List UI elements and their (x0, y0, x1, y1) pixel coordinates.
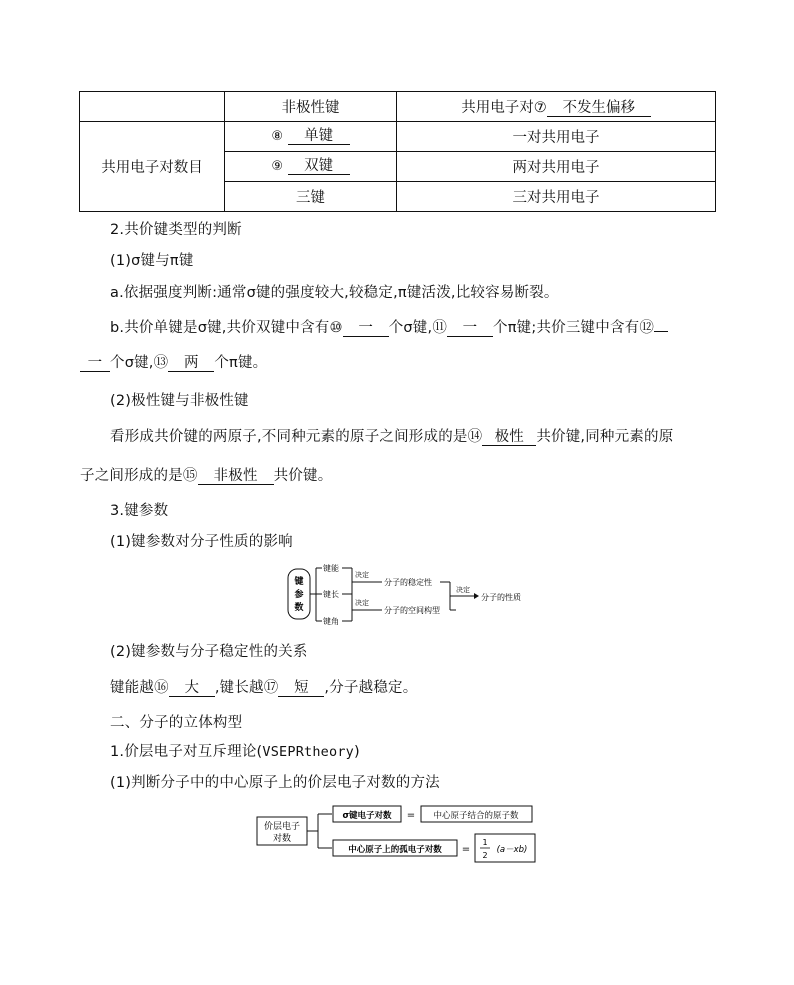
text-span: 个π键;共价三键中含有⑫ (493, 320, 655, 336)
table-cell (397, 152, 716, 182)
text-span: b.共价单键是σ键,共价双键中含有⑩ (110, 320, 343, 336)
circled-number: ⑨ (271, 159, 284, 174)
fill-blank-answer: 一 (447, 321, 493, 337)
fraction-numerator: 1 (482, 838, 488, 847)
text-span: ,分子越稳定。 (324, 680, 418, 696)
cell-text: 三键 (296, 190, 325, 206)
text-span: ) (354, 744, 360, 760)
table-row (80, 122, 716, 152)
table-cell (397, 122, 716, 152)
bonded-atoms-label: 中心原子结合的原子数 (433, 811, 519, 821)
fill-blank-answer: 大 (169, 681, 215, 697)
fraction-denominator: 2 (482, 851, 488, 860)
cell-text: 三对共用电子 (512, 190, 600, 206)
text-span: 共价键。 (273, 468, 333, 484)
text-span: VSEPRtheory (262, 744, 354, 760)
diagram-root-char: 数 (294, 603, 304, 613)
fill-blank-answer: 极性 (482, 430, 536, 446)
table-cell (225, 182, 397, 212)
diagram-spatial-shape: 分子的空间构型 (384, 606, 440, 615)
cell-text: 两对共用电子 (512, 160, 600, 176)
decide-label: 决定 (456, 586, 470, 594)
section-heading: 2.共价键类型的判断 (110, 222, 242, 238)
paragraph-line (110, 316, 668, 337)
diagram-item-bond-length: 键长 (323, 590, 339, 599)
fill-blank-start (654, 331, 668, 332)
subsection-heading: (1)σ键与π键 (110, 253, 194, 269)
cell-text: 非极性键 (281, 100, 340, 116)
cell-text: 共用电子对数目 (101, 160, 203, 176)
fill-blank-answer: 短 (278, 681, 324, 697)
vsepr-count-diagram (256, 804, 542, 868)
subsection-heading: (2)极性键与非极性键 (110, 393, 249, 409)
diagram-item-bond-energy: 键能 (323, 564, 339, 573)
fill-blank-answer: 两 (168, 356, 214, 372)
equals-sign: = (461, 844, 471, 855)
bond-parameter-diagram (286, 560, 546, 630)
diagram-item-bond-angle: 键角 (323, 617, 339, 626)
text-span: 个π键。 (214, 355, 268, 371)
equals-sign: = (406, 810, 416, 821)
paragraph-line (80, 351, 267, 372)
text-span: ,键长越⑰ (214, 680, 279, 696)
text-span: 子之间形成的是⑮ (80, 468, 198, 484)
table-cell (225, 92, 397, 122)
table-cell (225, 152, 397, 182)
subsection-heading (110, 740, 360, 761)
section-heading: 3.键参数 (110, 503, 169, 519)
subsection-heading: (1)键参数对分子性质的影响 (110, 534, 293, 550)
text-span: 共价键,同种元素的原 (536, 429, 674, 445)
table-cell (397, 92, 716, 122)
diagram-molecular-property: 分子的性质 (481, 593, 521, 602)
fill-blank-answer: 一 (80, 356, 110, 372)
table-row (80, 92, 716, 122)
paragraph-line (110, 425, 673, 446)
decide-label: 决定 (355, 599, 369, 607)
diagram-root-text: 对数 (272, 834, 292, 844)
fill-blank-answer: 双键 (288, 159, 350, 175)
cell-text: 共用电子对⑦ (461, 100, 547, 116)
text-span: 个σ键,⑪ (388, 320, 448, 336)
lone-pair-label: 中心原子上的孤电子对数 (348, 845, 442, 855)
diagram-root-text: 价层电子 (263, 822, 301, 832)
fill-blank-answer: 非极性 (198, 469, 274, 485)
subsection-heading: (1)判断分子中的中心原子上的价层电子对数的方法 (110, 775, 440, 791)
text-span: 1.价层电子对互斥理论( (110, 744, 263, 760)
cell-text: 一对共用电子 (512, 130, 600, 146)
bond-table (79, 91, 716, 212)
fill-blank-answer: 一 (343, 321, 389, 337)
text-span: 个σ键,⑬ (110, 355, 169, 371)
text-span: 键能越⑯ (110, 680, 169, 696)
decide-label: 决定 (355, 571, 369, 579)
table-cell (397, 182, 716, 212)
formula-expression: (a－xb) (496, 845, 528, 855)
sigma-pair-label: σ键电子对数 (342, 811, 392, 821)
subsection-heading: (2)键参数与分子稳定性的关系 (110, 644, 308, 660)
fill-blank-answer: 不发生偏移 (547, 101, 651, 117)
diagram-stability: 分子的稳定性 (384, 578, 432, 587)
table-cell (225, 122, 397, 152)
paragraph-line: a.依据强度判断:通常σ键的强度较大,较稳定,π键活泼,比较容易断裂。 (110, 285, 559, 301)
text-span: 看形成共价键的两原子,不同种元素的原子之间形成的是⑭ (110, 429, 483, 445)
diagram-root-char: 键 (294, 577, 304, 587)
circled-number: ⑧ (271, 129, 284, 144)
table-cell-empty (80, 92, 225, 122)
paragraph-line (110, 676, 417, 697)
diagram-root-char: 参 (294, 590, 304, 600)
section-heading: 二、分子的立体构型 (110, 715, 243, 731)
table-cell-merged (80, 122, 225, 212)
paragraph-line (80, 464, 332, 485)
fill-blank-answer: 单键 (288, 129, 350, 145)
